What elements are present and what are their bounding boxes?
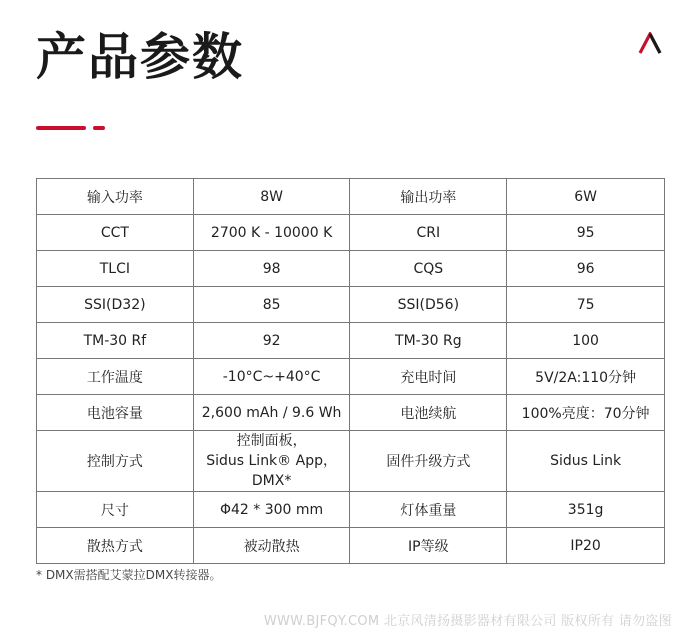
accent-dot [93, 126, 105, 130]
table-row [37, 528, 665, 564]
spec-value: 96 [507, 251, 665, 287]
spec-label: SSI(D56) [350, 287, 507, 323]
spec-value-line: Sidus Link® App，DMX* [206, 453, 337, 489]
spec-value: 被动散热 [193, 528, 350, 564]
spec-value: 92 [193, 323, 350, 359]
table-row [37, 323, 665, 359]
spec-value: 100 [507, 323, 665, 359]
spec-label: CQS [350, 251, 507, 287]
page-title: 产品参数 [36, 28, 244, 86]
spec-label: CRI [350, 215, 507, 251]
spec-value: 5V/2A:110分钟 [507, 359, 665, 395]
footnote: * DMX需搭配艾蒙拉DMX转接器。 [36, 568, 222, 582]
spec-label: IP等级 [350, 528, 507, 564]
table-row [37, 179, 665, 215]
spec-value: 351g [507, 492, 665, 528]
spec-value: 95 [507, 215, 665, 251]
spec-label: TLCI [37, 251, 194, 287]
spec-label: 尺寸 [37, 492, 194, 528]
spec-label: 灯体重量 [350, 492, 507, 528]
spec-label: TM-30 Rg [350, 323, 507, 359]
spec-value: 6W [507, 179, 665, 215]
spec-value: -10°C~+40°C [193, 359, 350, 395]
spec-label: 输出功率 [350, 179, 507, 215]
spec-label: 散热方式 [37, 528, 194, 564]
table-row [37, 215, 665, 251]
spec-label: 固件升级方式 [350, 431, 507, 492]
table-row [37, 287, 665, 323]
watermark-text: WWW.BJFQY.COM 北京风清扬摄影器材有限公司 版权所有 请勿盗图 [263, 614, 672, 629]
spec-label: TM-30 Rf [37, 323, 194, 359]
spec-value: IP20 [507, 528, 665, 564]
spec-label: 充电时间 [350, 359, 507, 395]
spec-value: 8W [193, 179, 350, 215]
spec-label: CCT [37, 215, 194, 251]
spec-label: 输入功率 [37, 179, 194, 215]
spec-value: Sidus Link [507, 431, 665, 492]
spec-value: 2,600 mAh / 9.6 Wh [193, 395, 350, 431]
spec-value: 100%亮度：70分钟 [507, 395, 665, 431]
spec-value: Φ42 * 300 mm [193, 492, 350, 528]
spec-value: 75 [507, 287, 665, 323]
spec-label: SSI(D32) [37, 287, 194, 323]
table-row [37, 395, 665, 431]
table-row [37, 251, 665, 287]
table-row [37, 431, 665, 492]
accent-bar [36, 126, 86, 130]
spec-value: 98 [193, 251, 350, 287]
spec-label: 工作温度 [37, 359, 194, 395]
specs-table [36, 178, 665, 564]
aputure-logo-icon [638, 32, 662, 54]
table-row [37, 492, 665, 528]
spec-value: 85 [193, 287, 350, 323]
spec-label: 电池容量 [37, 395, 194, 431]
spec-value: 2700 K - 10000 K [193, 215, 350, 251]
spec-value-line: 控制面板， [236, 433, 307, 449]
table-row [37, 359, 665, 395]
spec-label: 控制方式 [37, 431, 194, 492]
spec-label: 电池续航 [350, 395, 507, 431]
spec-value [193, 431, 350, 492]
